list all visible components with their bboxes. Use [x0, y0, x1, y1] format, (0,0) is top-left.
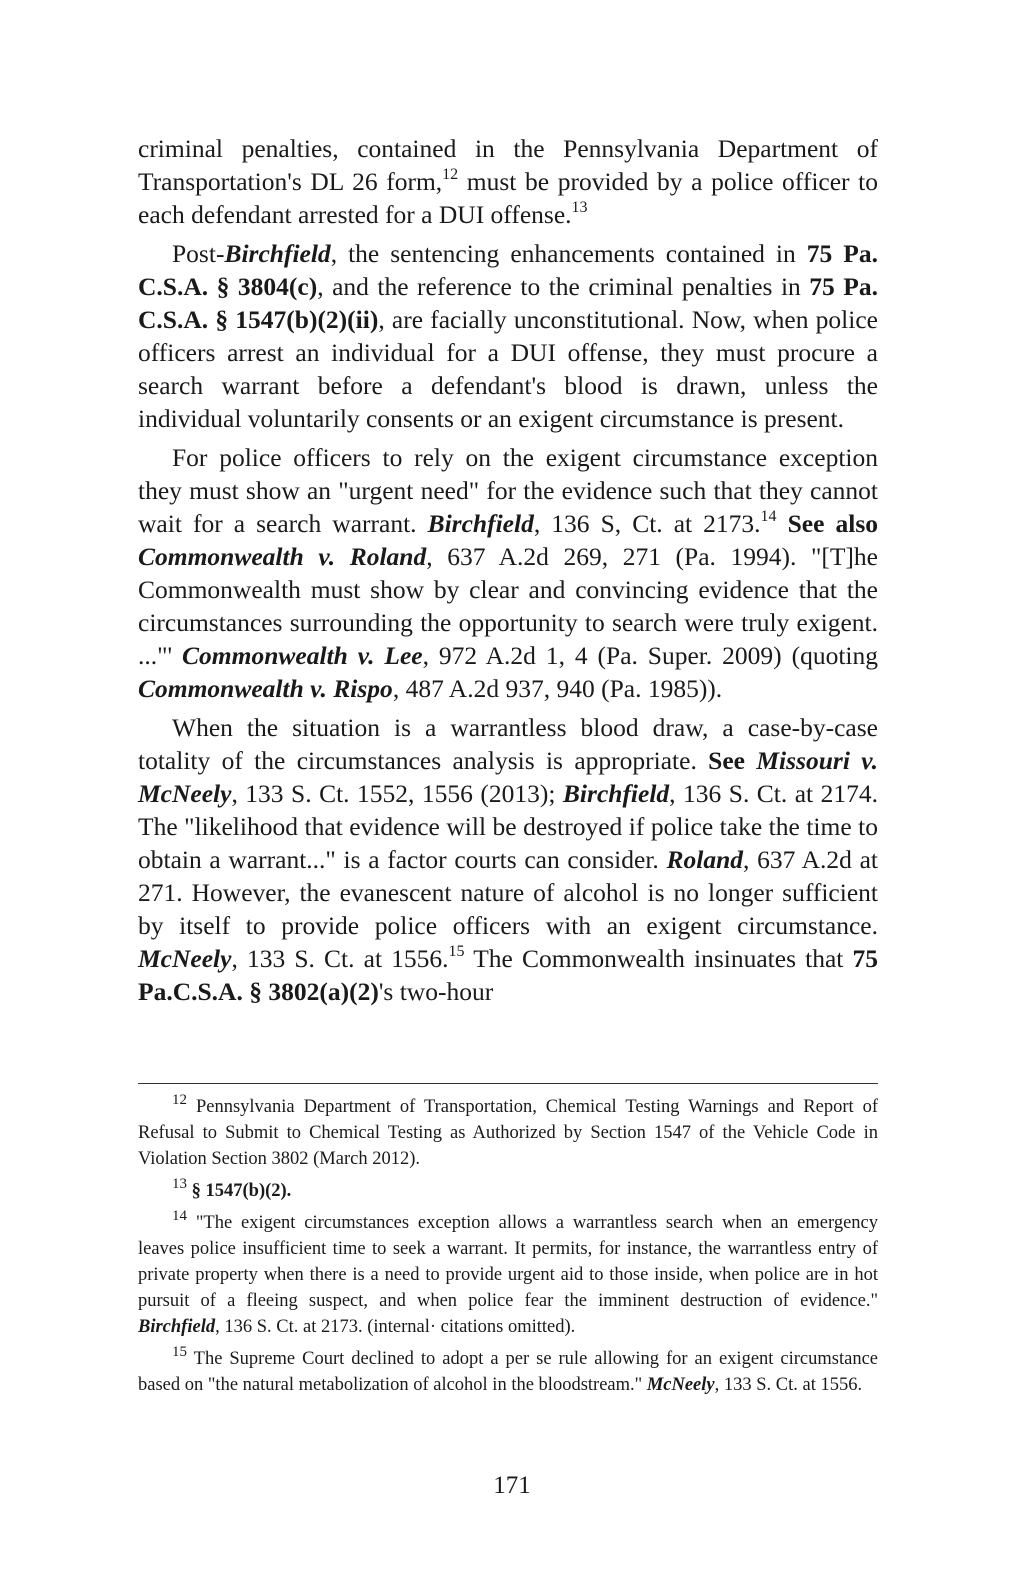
footnote-number: 13	[172, 1175, 187, 1192]
footnote-text: "The exigent circumstances exception allows a warrantless search when an emergency leaves police insufficient time to seek a warrant. It permits, for instance, the warrantless entry of private property when there is a need to provide urgent aid to those inside, when police are in hot pursuit of a fleeing suspect, and when police fear the imminent destruction of evidence."	[138, 1213, 878, 1311]
case-name: Birchfield	[224, 239, 331, 268]
text-run: , 136 S, Ct. at 2173.	[533, 509, 761, 538]
paragraph-2	[138, 237, 878, 435]
text-run: 's two-hour	[378, 977, 494, 1006]
case-name: Roland	[666, 845, 744, 874]
case-name: Birchfield	[427, 509, 534, 538]
footnote-ref-14[interactable]: 14	[760, 507, 777, 525]
footnote-ref-13[interactable]: 13	[571, 198, 588, 216]
text-run: , are facially unconstitutional. Now, when police officers arrest an individual for a DUI offense, they must procure a search warrant before a defendant's blood is drawn, unless the individual voluntarily consents or an exigent circumstance is present.	[138, 305, 878, 433]
footnote-divider	[138, 1083, 878, 1084]
footnote-text: , 136 S. Ct. at 2173. (internal· citations omitted).	[215, 1317, 576, 1337]
paragraph-4	[138, 711, 878, 1008]
footnote-number: 12	[172, 1091, 187, 1108]
footnote-number: 15	[172, 1343, 187, 1360]
case-name: Commonwealth v. Lee	[182, 641, 423, 670]
footnote-12	[138, 1091, 878, 1172]
case-name: Commonwealth v. Roland	[138, 542, 427, 571]
text-run: must be provided by a police officer to each defendant arrested for a DUI offense.	[138, 167, 879, 229]
footnote-number: 14	[172, 1207, 187, 1224]
text-run: , 133 S. Ct. 1552, 1556 (2013);	[231, 779, 563, 808]
case-name: Missouri v. McNeely	[138, 746, 879, 808]
text-run: , 136 S. Ct. at 2174. The "likelihood that evidence will be destroyed if police take the time to obtain a warrant..." is a factor courts can consider.	[138, 779, 879, 874]
text-run: The Commonwealth insinuates that	[464, 944, 853, 973]
main-text	[138, 132, 878, 1008]
text-run	[777, 509, 788, 538]
statute-citation: 75 Pa. C.S.A. § 3804(c)	[138, 239, 879, 301]
paragraph-1	[138, 132, 878, 231]
signal-phrase: See also	[787, 509, 878, 538]
footnote-13	[138, 1175, 878, 1204]
footnote-text: The Supreme Court declined to adopt a per se rule allowing for an exigent circumstance based on "the natural metabolization of alcohol in the bloodstream."	[138, 1349, 878, 1395]
text-run: , and the reference to the criminal penalties in	[317, 272, 810, 301]
case-name: Commonwealth v. Rispo	[138, 674, 393, 703]
text-run: , 487 A.2d 937, 940 (Pa. 1985)).	[392, 674, 723, 703]
statute-citation: § 1547(b)(2).	[187, 1181, 292, 1201]
text-run: criminal penalties, contained in the Pennsylvania Department of Transportation's DL 26 form,	[138, 134, 878, 196]
footnote-ref-15[interactable]: 15	[448, 942, 465, 960]
text-run: Post-	[172, 239, 225, 268]
statute-citation: 75 Pa.C.S.A. § 3802(a)(2)	[138, 944, 878, 1006]
text-run: When the situation is a warrantless blood draw, a case-by-case totality of the circumstances analysis is appropriate.	[138, 713, 878, 775]
case-name: Birchfield	[138, 1317, 216, 1337]
footnote-14	[138, 1207, 878, 1340]
footnote-text: , 133 S. Ct. at 1556.	[714, 1375, 863, 1395]
page-number: 171	[493, 1472, 531, 1499]
case-name: Birchfield	[562, 779, 670, 808]
text-run: , 637 A.2d at 271. However, the evanescent nature of alcohol is no longer sufficient by itself to provide police officers with an exigent circumstance.	[138, 845, 878, 940]
text-run: , 972 A.2d 1, 4 (Pa. Super. 2009) (quoting	[422, 641, 878, 670]
text-run: For police officers to rely on the exigent circumstance exception they must show an "urgent need" for the evidence such that they cannot wait for a search warrant.	[138, 443, 878, 538]
footnote-text: Pennsylvania Department of Transportation, Chemical Testing Warnings and Report of Refusal to Submit to Chemical Testing as Authorized by Section 1547 of the Vehicle Code in Violation Section 3802 (March 2012).	[138, 1097, 878, 1169]
text-run: , 133 S. Ct. at 1556.	[231, 944, 449, 973]
signal-phrase: See	[708, 746, 745, 775]
footnote-ref-12[interactable]: 12	[442, 165, 459, 183]
footnote-15	[138, 1343, 878, 1398]
paragraph-3	[138, 441, 878, 705]
case-name: McNeely	[646, 1375, 715, 1395]
footnotes	[138, 1083, 878, 1404]
case-name: McNeely	[138, 944, 232, 973]
text-run	[745, 746, 756, 775]
text-run: , the sentencing enhancements contained in	[330, 239, 807, 268]
text-run: , 637 A.2d 269, 271 (Pa. 1994). "[T]he Commonwealth must show by clear and convincing evidence that the circumstances surrounding the opportunity to search were truly exigent. ..."'	[138, 542, 878, 670]
statute-citation: 75 Pa. C.S.A. § 1547(b)(2)(ii)	[138, 272, 878, 334]
